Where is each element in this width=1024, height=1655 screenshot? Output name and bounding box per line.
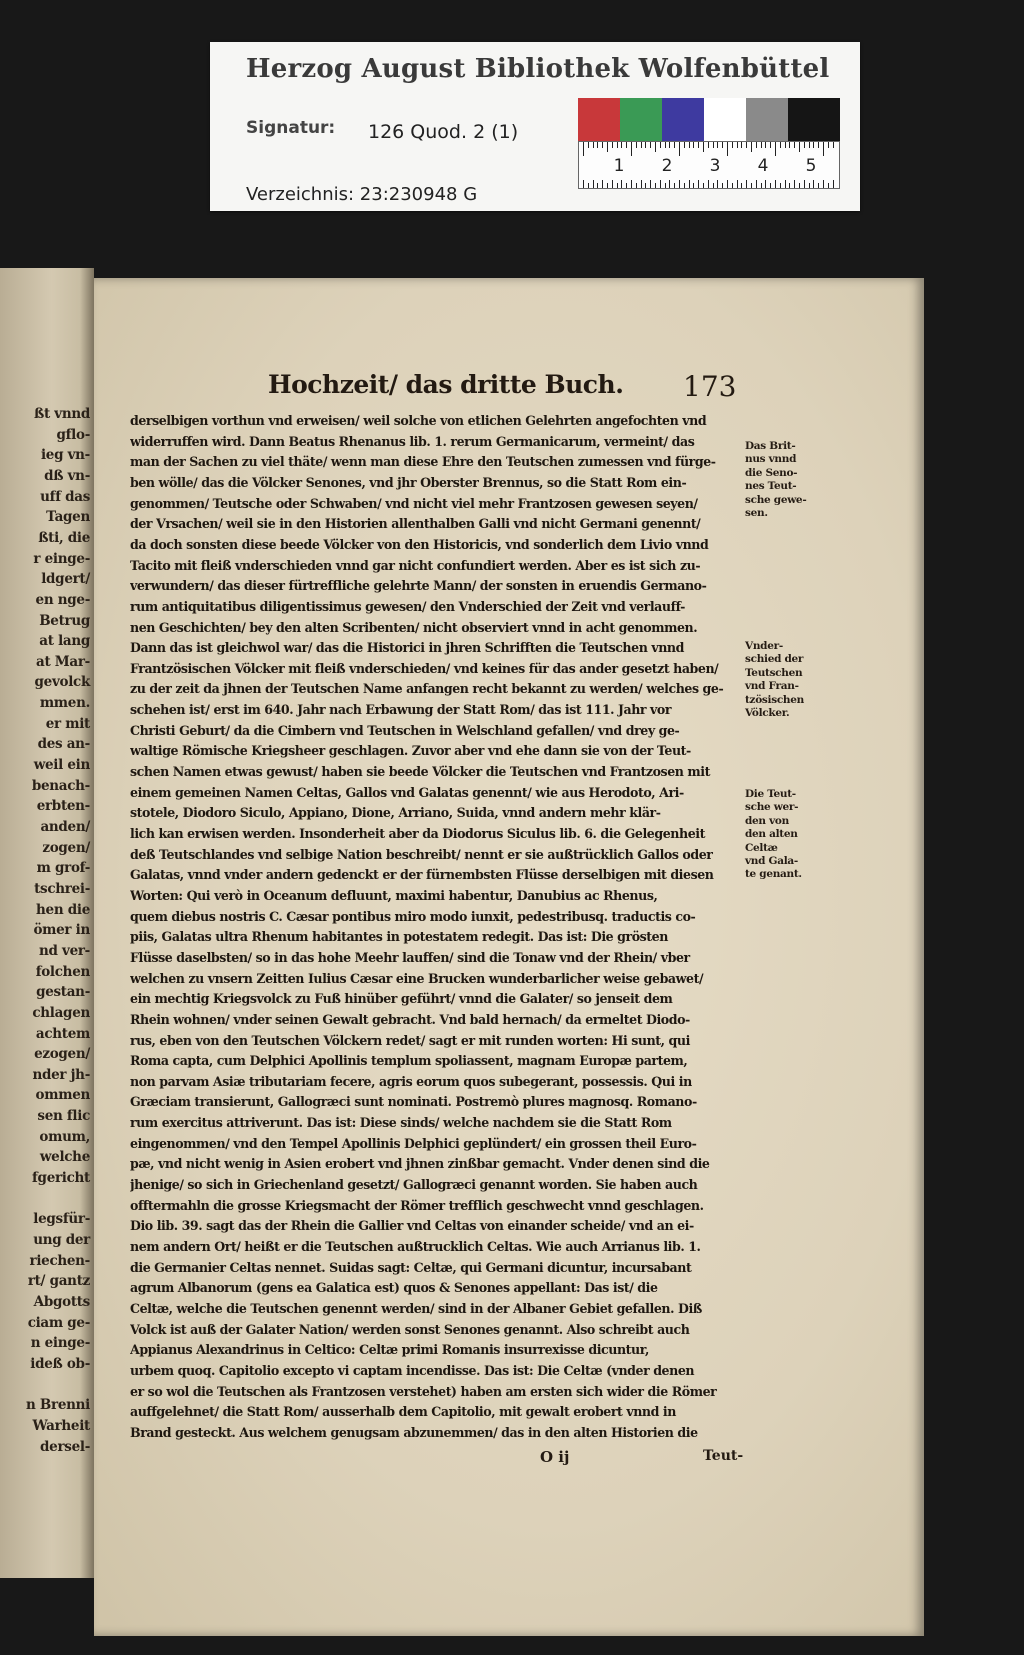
left-page-line: ideß ob- xyxy=(30,1355,90,1372)
left-page-line: ieg vn- xyxy=(40,447,90,464)
ruler-tick xyxy=(588,183,589,188)
color-swatch xyxy=(620,98,662,141)
ruler-tick xyxy=(751,183,752,188)
left-page-line: n einge- xyxy=(30,1335,90,1352)
ruler-tick xyxy=(597,142,598,148)
ruler-tick xyxy=(727,180,728,188)
text-line: genommen/ Teutsche oder Schwaben/ vnd nicht viel mehr Frantzosen gewesen seyen/ xyxy=(130,495,698,511)
ruler-tick xyxy=(770,142,771,148)
left-page-line: welche xyxy=(39,1149,90,1166)
ruler-tick xyxy=(617,183,618,188)
left-page-line: achtem xyxy=(35,1025,90,1042)
ruler-tick xyxy=(813,180,814,188)
ruler-tick xyxy=(813,142,814,148)
text-line: Dann das ist gleichwol war/ das die Historici in jhren Schrifften die Teutschen vnnd xyxy=(130,640,684,656)
ruler-tick xyxy=(785,142,786,148)
left-page-line: dersel- xyxy=(40,1438,90,1455)
ruler-tick xyxy=(660,142,661,148)
text-line: widerruffen wird. Dann Beatus Rhenanus lib. 1. rerum Germanicarum, vermeint/ das xyxy=(130,433,695,449)
left-page-line: uff das xyxy=(40,488,90,505)
ruler-tick xyxy=(588,142,589,148)
text-line: Rhein wohnen/ vnder seinen Gewalt gebracht. Vnd bald hernach/ da ermeltet Diodo- xyxy=(130,1011,690,1027)
ruler-tick xyxy=(621,180,622,188)
ruler-tick xyxy=(794,142,795,148)
left-page-line: dß vn- xyxy=(44,467,90,484)
ruler-tick xyxy=(756,180,757,188)
left-page-line: legsfür- xyxy=(33,1211,90,1228)
left-page-line: mmen. xyxy=(39,695,90,712)
text-line: offtermahln die grosse Kriegsmacht der Römer trefflich geschwecht vnnd geschlagen. xyxy=(130,1197,704,1213)
ruler-tick xyxy=(621,142,622,148)
ruler-tick xyxy=(655,183,656,188)
ruler-tick xyxy=(689,180,690,188)
margin-note: Das Brit- nus vnnd die Seno- nes Teut- sche gewe- sen. xyxy=(745,440,807,520)
ruler-tick xyxy=(626,142,627,148)
ruler-tick xyxy=(631,180,632,188)
text-line: Tacito mit fleiß vnderschieden vnnd gar nicht confundiert werden. Aber es ist sich zu- xyxy=(130,557,701,573)
color-swatch xyxy=(788,98,840,141)
ruler-tick xyxy=(674,183,675,188)
left-page-line: erbten- xyxy=(36,798,90,815)
ruler-tick xyxy=(645,183,646,188)
ruler-tick xyxy=(645,142,646,148)
text-line: non parvam Asiæ tributariam fecere, agris eorum quos subegerant, possessis. Qui in xyxy=(130,1073,692,1089)
color-swatch xyxy=(662,98,704,141)
text-line: schen Namen etwas gewust/ haben sie beede Völcker die Teutschen vnd Frantzosen mit xyxy=(130,764,710,780)
ruler-tick xyxy=(665,183,666,188)
text-line: welchen zu vnsern Zeitten Iulius Cæsar eine Brucken wunderbarlicher weise gebawet/ xyxy=(130,970,704,986)
left-page-line: nd ver- xyxy=(38,942,90,959)
text-line: verwundern/ das dieser fürtreffliche gelehrte Mann/ der sonsten in eruendis Germano- xyxy=(130,578,707,594)
left-page-line: m grof- xyxy=(36,860,90,877)
ruler-number: 5 xyxy=(805,156,817,176)
ruler-tick xyxy=(703,142,704,152)
ruler-tick xyxy=(583,180,584,188)
text-line: Worten: Qui verò in Oceanum defluunt, maximi habentur, Danubius ac Rhenus, xyxy=(130,887,658,903)
text-line: Dio lib. 39. sagt das der Rhein die Gallier vnd Celtas von einander scheide/ vnd an ei- xyxy=(130,1218,694,1234)
ruler-tick xyxy=(650,142,651,148)
text-line: agrum Albanorum (gens ea Galatica est) quos & Senones appellant: Das ist/ die xyxy=(130,1280,658,1296)
ruler-tick xyxy=(828,183,829,188)
verzeichnis-label: Verzeichnis: 23:230948 G xyxy=(246,184,478,205)
left-page-line: ßt vnnd xyxy=(33,406,90,422)
ruler-tick xyxy=(746,180,747,188)
ruler-tick xyxy=(741,142,742,148)
signature-mark: O ij xyxy=(540,1448,570,1466)
text-line: nem andern Ort/ heißt er die Teutschen außtrucklich Celtas. Wie auch Arrianus lib. 1. xyxy=(130,1239,701,1254)
text-line: schehen ist/ erst im 640. Jahr nach Erbawung der Statt Rom/ das ist 111. Jahr vor xyxy=(130,702,672,718)
ruler-tick xyxy=(626,183,627,188)
ruler-tick xyxy=(693,142,694,148)
left-page-line: benach- xyxy=(31,777,90,794)
ruler-tick xyxy=(732,183,733,188)
text-line: jhenige/ so sich in Griechenland gesetzt/ Gallogræci genannt worden. Sie haben auch xyxy=(130,1177,698,1193)
text-line: ben wölle/ das die Völcker Senones, vnd jhr Oberster Brennus, so die Statt Rom ein- xyxy=(130,474,687,490)
ruler-tick xyxy=(665,142,666,148)
ruler-tick xyxy=(722,142,723,148)
ruler-tick xyxy=(785,180,786,188)
text-line: Celtæ, welche die Teutschen genennt werden/ sind in der Albaner Gebiet gefallen. Diß xyxy=(130,1300,702,1316)
left-page-line: gevolck xyxy=(34,674,90,691)
scale-ruler xyxy=(578,141,840,189)
ruler-tick xyxy=(717,142,718,148)
ruler-tick xyxy=(593,180,594,188)
ruler-tick xyxy=(703,183,704,188)
left-page-line: ömer in xyxy=(33,922,90,939)
ruler-tick xyxy=(751,142,752,152)
text-line: Appianus Alexandrinus in Celtico: Celtæ primi Romanis insurrexisse dicuntur, xyxy=(130,1342,649,1358)
left-page-line: weil ein xyxy=(33,757,90,774)
text-line: piis, Galatas ultra Rhenum habitantes in potestatem redegit. Das ist: Die grösten xyxy=(130,929,668,945)
ruler-tick xyxy=(804,142,805,148)
ruler-tick xyxy=(722,183,723,188)
left-page-line: omum, xyxy=(39,1128,90,1145)
text-line: derselbigen vorthun vnd erweisen/ weil solche von etlichen Gelehrten angefochten vnd xyxy=(130,413,707,428)
color-calibration-bar xyxy=(578,98,840,141)
left-page-line: zogen/ xyxy=(42,839,90,856)
ruler-tick xyxy=(775,180,776,188)
text-line: stotele, Diodoro Siculo, Appiano, Dione, Arriano, Suida, vnnd andern mehr klär- xyxy=(130,805,661,821)
left-page-line: ldgert/ xyxy=(41,571,90,588)
ruler-tick xyxy=(818,142,819,148)
ruler-number: 3 xyxy=(709,156,721,176)
library-title: Herzog August Bibliothek Wolfenbüttel xyxy=(246,54,830,84)
text-line: ein mechtig Kriegsvolck zu Fuß hinüber geführt/ vnnd die Galater/ so jenseit dem xyxy=(130,991,673,1007)
text-line: da doch sonsten diese beede Völcker von den Historicis, vnd sonderlich dem Livio vnnd xyxy=(130,536,709,552)
ruler-tick xyxy=(698,180,699,188)
left-page-line: nder jh- xyxy=(32,1066,90,1083)
ruler-tick xyxy=(631,142,632,156)
ruler-tick xyxy=(607,183,608,188)
margin-note: Die Teut- sche wer- den von den alten Celtæ vnd Gala- te genant. xyxy=(745,788,802,881)
ruler-tick xyxy=(732,142,733,148)
signatur-label: Signatur: xyxy=(246,118,336,138)
text-line: er so wol die Teutschen als Frantzosen verstehet) haben am ersten sich wider die Römer xyxy=(130,1383,717,1399)
ruler-tick xyxy=(708,180,709,188)
text-line: deß Teutschlandes vnd selbige Nation beschreibt/ nennt er sie außtrücklich Gallos oder xyxy=(130,846,713,862)
catchword: Teut- xyxy=(703,1448,744,1464)
left-page-line: Warheit xyxy=(32,1417,90,1434)
ruler-tick xyxy=(727,142,728,156)
left-page-line: tschrei- xyxy=(34,880,90,897)
ruler-tick xyxy=(607,142,608,152)
ruler-tick xyxy=(713,142,714,148)
ruler-tick xyxy=(713,183,714,188)
ruler-tick xyxy=(602,180,603,188)
text-line: Flüsse daselbsten/ so in das hohe Meehr lauffen/ sind die Tonaw vnd der Rhein/ vber xyxy=(130,949,690,965)
left-page-line: chlagen xyxy=(32,1004,90,1021)
text-line: die Germanier Celtas nennet. Suidas sagt: Celtæ, qui Germani dicuntur, incursabant xyxy=(130,1259,692,1275)
left-page-line: fgericht xyxy=(32,1170,90,1187)
ruler-tick xyxy=(809,183,810,188)
ruler-tick xyxy=(602,142,603,148)
ruler-tick xyxy=(641,180,642,188)
library-label-card xyxy=(210,42,860,211)
ruler-tick xyxy=(669,180,670,188)
text-line: rum antiquitatibus diligentissimus gewesen/ den Vnderschied der Zeit vnd verlauff- xyxy=(130,598,685,614)
ruler-tick xyxy=(761,142,762,148)
left-page-line: ung der xyxy=(33,1232,90,1248)
text-line: Brand gesteckt. Aus welchem genugsam abzunemmen/ das in den alten Historien die xyxy=(130,1424,698,1440)
text-line: rum exercitus attriverunt. Das ist: Diese sinds/ welche nachdem sie die Statt Rom xyxy=(130,1115,672,1131)
text-line: Galatas, vnnd vnder andern gedenckt er der fürnembsten Flüsse derselbigen mit diesen xyxy=(130,867,714,883)
ruler-tick xyxy=(684,142,685,148)
ruler-tick xyxy=(679,180,680,188)
ruler-tick xyxy=(833,180,834,188)
ruler-tick xyxy=(737,180,738,188)
ruler-tick xyxy=(636,183,637,188)
ruler-tick xyxy=(741,183,742,188)
text-line: lich kan erwisen werden. Insonderheit aber da Diodorus Siculus lib. 6. die Gelegenheit xyxy=(130,826,705,841)
ruler-tick xyxy=(833,142,834,148)
ruler-tick xyxy=(660,180,661,188)
ruler-number: 2 xyxy=(661,156,673,176)
left-page-line: ezogen/ xyxy=(34,1046,90,1063)
left-page-line: at lang xyxy=(39,633,90,650)
ruler-number: 1 xyxy=(613,156,625,176)
ruler-tick xyxy=(717,180,718,188)
ruler-tick xyxy=(818,183,819,188)
text-line: auffgelehnet/ die Statt Rom/ ausserhalb dem Capitolio, mit gewalt erobert vnnd in xyxy=(130,1404,676,1420)
ruler-tick xyxy=(612,180,613,188)
ruler-tick xyxy=(789,142,790,148)
ruler-tick xyxy=(794,180,795,188)
ruler-tick xyxy=(809,142,810,148)
ruler-tick xyxy=(804,180,805,188)
text-line: der Vrsachen/ weil sie in den Historien allenthalben Galli vnd nicht Germani genennt/ xyxy=(130,516,701,532)
ruler-tick xyxy=(823,142,824,156)
left-page-edge xyxy=(0,268,94,1578)
ruler-tick xyxy=(669,142,670,148)
text-line: einem gemeinen Namen Celtas, Gallos vnd Galatas genennt/ wie aus Herodoto, Ari- xyxy=(130,784,684,800)
ruler-tick xyxy=(746,142,747,148)
ruler-tick xyxy=(674,142,675,148)
ruler-tick xyxy=(708,142,709,148)
ruler-tick xyxy=(799,183,800,188)
ruler-tick xyxy=(765,142,766,148)
text-line: man der Sachen zu viel thäte/ wenn man diese Ehre den Teutschen zumessen vnd fürge- xyxy=(130,454,716,470)
left-page-line: Abgotts xyxy=(33,1293,90,1310)
ruler-tick xyxy=(828,142,829,148)
left-page-line: rt/ gantz xyxy=(27,1273,90,1290)
left-page-line: n Brenni xyxy=(26,1397,90,1414)
ruler-tick xyxy=(780,183,781,188)
margin-note: Vnder- schied der Teutschen vnd Fran- tzösischen Völcker. xyxy=(745,640,804,720)
ruler-tick xyxy=(693,183,694,188)
left-page-line: ciam ge- xyxy=(27,1314,90,1331)
ruler-tick xyxy=(641,142,642,148)
text-line: nen Geschichten/ bey den alten Scribenten/ nicht observiert vnnd in acht genommen. xyxy=(130,619,698,635)
left-page-line: anden/ xyxy=(40,819,90,835)
color-swatch xyxy=(746,98,788,141)
text-line: waltige Römische Kriegsheer geschlagen. Zuvor aber vnd ehe dann sie von der Teut- xyxy=(130,743,691,759)
ruler-tick xyxy=(761,183,762,188)
ruler-tick xyxy=(765,180,766,188)
text-line: Christi Geburt/ da die Cimbern vnd Teutschen in Welschland gefallen/ vnd drey ge- xyxy=(130,722,680,738)
left-page-line: Betrug xyxy=(39,612,90,629)
ruler-tick xyxy=(756,142,757,148)
left-page-line: r einge- xyxy=(33,550,90,567)
text-line: Volck ist auß der Galater Nation/ werden sonst Senones genannt. Also schreibt auch xyxy=(130,1321,690,1337)
left-page-line: riechen- xyxy=(29,1252,90,1269)
ruler-tick xyxy=(789,183,790,188)
left-page-line: en nge- xyxy=(35,591,90,608)
left-page-line: at Mar- xyxy=(36,653,90,670)
ruler-tick xyxy=(612,142,613,148)
left-page-line: des an- xyxy=(37,736,90,753)
text-line: Frantzösischen Völcker mit fleiß vnderschieden/ vnd keines für das ander gesetzt haben/ xyxy=(130,660,719,676)
text-line: rus, eben von den Teutschen Völckern redet/ sagt er mit runden worten: Hi sunt, qui xyxy=(130,1032,690,1048)
ruler-tick xyxy=(689,142,690,148)
ruler-tick xyxy=(636,142,637,148)
ruler-tick xyxy=(617,142,618,148)
text-line: pæ, vnd nicht wenig in Asien erobert vnd jhnen zinßbar gemacht. Vnder denen sind die xyxy=(130,1156,710,1172)
ruler-tick xyxy=(770,183,771,188)
color-swatch xyxy=(578,98,620,141)
ruler-tick xyxy=(679,142,680,156)
ruler-tick xyxy=(698,142,699,148)
left-page-line: er mit xyxy=(45,715,90,732)
ruler-tick xyxy=(684,183,685,188)
text-line: Roma capta, cum Delphici Apollinis templum spoliassent, magnam Europæ partem, xyxy=(130,1053,688,1069)
left-page-line: folchen xyxy=(35,963,90,980)
ruler-tick xyxy=(583,142,584,156)
left-page-line: ßti, die xyxy=(38,529,90,546)
left-page-line: Tagen xyxy=(46,509,90,526)
ruler-tick xyxy=(593,142,594,148)
left-page-line: hen die xyxy=(36,901,90,918)
text-line: Græciam transierunt, Gallogræci sunt nominati. Postremò plures magnosq. Romano- xyxy=(130,1094,697,1110)
page-number: 173 xyxy=(683,370,737,403)
text-line: eingenommen/ vnd den Tempel Apollinis Delphici geplündert/ ein grossen theil Euro- xyxy=(130,1135,697,1151)
ruler-tick xyxy=(775,142,776,156)
running-head: Hochzeit/ das dritte Buch. xyxy=(268,370,624,399)
ruler-tick xyxy=(737,142,738,148)
left-page-line: sen flic xyxy=(37,1108,90,1125)
left-page-line: gestan- xyxy=(36,984,90,1001)
text-line: quem diebus nostris C. Cæsar pontibus miro modo iunxit, pedestribusq. traductis co- xyxy=(130,908,696,924)
ruler-tick xyxy=(597,183,598,188)
ruler-tick xyxy=(799,142,800,152)
signatur-value: 126 Quod. 2 (1) xyxy=(368,121,519,143)
text-line: urbem quoq. Capitolio excepto vi captam incendisse. Das ist: Die Celtæ (vnder denen xyxy=(130,1362,695,1378)
ruler-tick xyxy=(823,180,824,188)
left-page-line: ommen xyxy=(35,1087,90,1104)
text-line: zu der zeit da jhnen der Teutschen Name anfangen recht bekannt zu werden/ welches ge- xyxy=(130,681,724,697)
left-page-line: gflo- xyxy=(56,426,90,443)
ruler-tick xyxy=(655,142,656,152)
ruler-number: 4 xyxy=(757,156,769,176)
ruler-tick xyxy=(650,180,651,188)
color-swatch xyxy=(704,98,746,141)
ruler-tick xyxy=(780,142,781,148)
